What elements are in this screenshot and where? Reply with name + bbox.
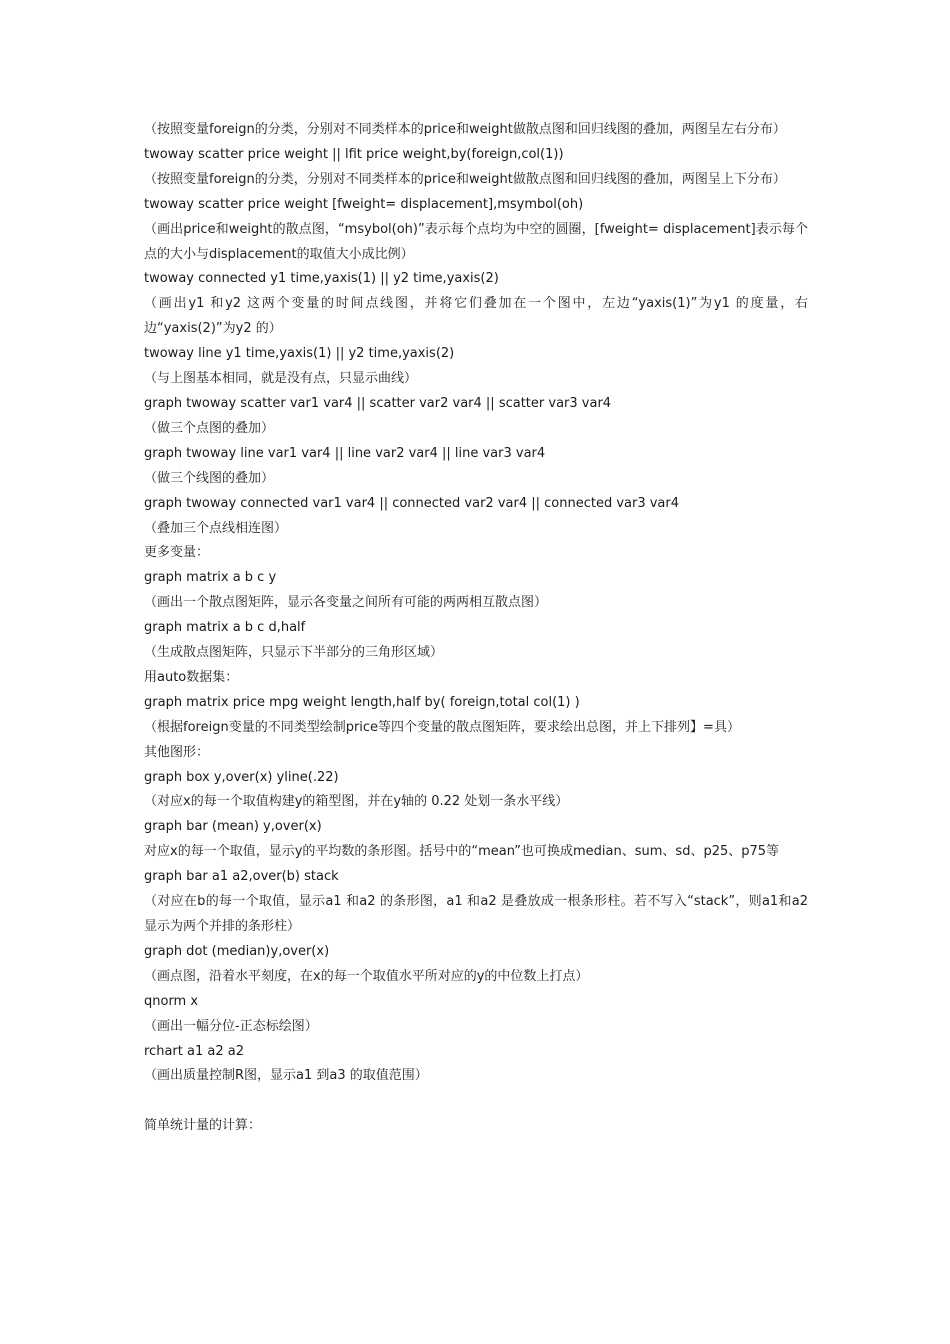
paragraph-note: （画出一个散点图矩阵，显示各变量之间所有可能的两两相互散点图） bbox=[144, 595, 548, 611]
paragraph-note: （根据foreign变量的不同类型绘制price等四个变量的散点图矩阵，要求绘出总图，并上下排列】=具） bbox=[144, 719, 740, 735]
paragraph-note: （按照变量foreign的分类，分别对不同类样本的price和weight做散点图和回归线图的叠加，两图呈上下分布） bbox=[144, 171, 786, 187]
paragraph-command: graph box y,over(x) yline(.22) bbox=[144, 769, 339, 785]
section-heading: 用auto数据集： bbox=[144, 669, 239, 685]
blank-line bbox=[144, 1089, 808, 1114]
paragraph-note: （画点图，沿着水平刻度，在x的每一个取值水平所对应的y的中位数上打点） bbox=[144, 968, 589, 984]
paragraph-command: graph dot (median)y,over(x) bbox=[144, 943, 330, 959]
paragraph-command: graph twoway line var1 var4 || line var2 var4 || line var3 var4 bbox=[144, 445, 546, 461]
paragraph-note: （生成散点图矩阵，只显示下半部分的三角形区域） bbox=[144, 645, 444, 661]
paragraph-command: graph matrix price mpg weight length,half by( foreign,total col(1) ) bbox=[144, 694, 580, 710]
paragraph-command: qnorm x bbox=[144, 993, 199, 1009]
paragraph-note: （与上图基本相同，就是没有点，只显示曲线） bbox=[144, 371, 418, 387]
paragraph-note: （对应在b的每一个取值，显示a1 和a2 的条形图，a1 和a2 是叠放成一根条形柱。若不写入“stack”，则a1和a2 显示为两个并排的条形柱） bbox=[144, 894, 809, 934]
paragraph-note: （叠加三个点线相连图） bbox=[144, 520, 288, 536]
paragraph-note: （做三个线图的叠加） bbox=[144, 470, 275, 486]
section-heading: 更多变量： bbox=[144, 545, 210, 561]
paragraph-command: graph twoway scatter var1 var4 || scatter var2 var4 || scatter var3 var4 bbox=[144, 395, 612, 411]
paragraph-note: （画出y1 和y2 这两个变量的时间点线图，并将它们叠加在一个图中，左边“yaxis(1)”为y1 的度量，右边“yaxis(2)”为y2 的） bbox=[144, 296, 808, 337]
paragraph-note: （按照变量foreign的分类，分别对不同类样本的price和weight做散点图和回归线图的叠加，两图呈左右分布） bbox=[144, 122, 786, 137]
paragraph-command: graph bar (mean) y,over(x) bbox=[144, 819, 322, 835]
paragraph-command: twoway line y1 time,yaxis(1) || y2 time,yaxis(2) bbox=[144, 346, 455, 362]
paragraph-command: rchart a1 a2 a2 bbox=[144, 1043, 244, 1059]
section-heading: 简单统计量的计算： bbox=[144, 1118, 262, 1134]
paragraph-command: graph twoway connected var1 var4 || connected var2 var4 || connected var3 var4 bbox=[144, 495, 680, 511]
paragraph-note: （画出一幅分位-正态标绘图） bbox=[144, 1018, 318, 1034]
paragraph-note: （做三个点图的叠加） bbox=[144, 420, 275, 436]
paragraph-note: 对应x的每一个取值，显示y的平均数的条形图。括号中的“mean”也可换成median、sum、sd、p25、p75等 bbox=[144, 844, 780, 860]
paragraph-command: graph matrix a b c d,half bbox=[144, 620, 306, 636]
paragraph-note: （画出price和weight的散点图，“msybol(oh)”表示每个点均为中空的圆圈，[fweight= displacement]表示每个点的大小与displacement的取值大小成比例） bbox=[144, 221, 808, 262]
paragraph-command: twoway scatter price weight || lfit price weight,by(foreign,col(1)) bbox=[144, 146, 564, 162]
paragraph-note: （对应x的每一个取值构建y的箱型图，并在y轴的 0.22 处划一条水平线） bbox=[144, 794, 569, 810]
paragraph-command: twoway scatter price weight [fweight= displacement],msymbol(oh) bbox=[144, 196, 584, 212]
paragraph-command: twoway connected y1 time,yaxis(1) || y2 time,yaxis(2) bbox=[144, 271, 499, 287]
document-body bbox=[144, 118, 808, 1139]
paragraph-command: graph bar a1 a2,over(b) stack bbox=[144, 869, 339, 885]
paragraph-note: （画出质量控制R图，显示a1 到a3 的取值范围） bbox=[144, 1068, 428, 1084]
paragraph-command: graph matrix a b c y bbox=[144, 570, 277, 586]
section-heading: 其他图形： bbox=[144, 744, 210, 760]
